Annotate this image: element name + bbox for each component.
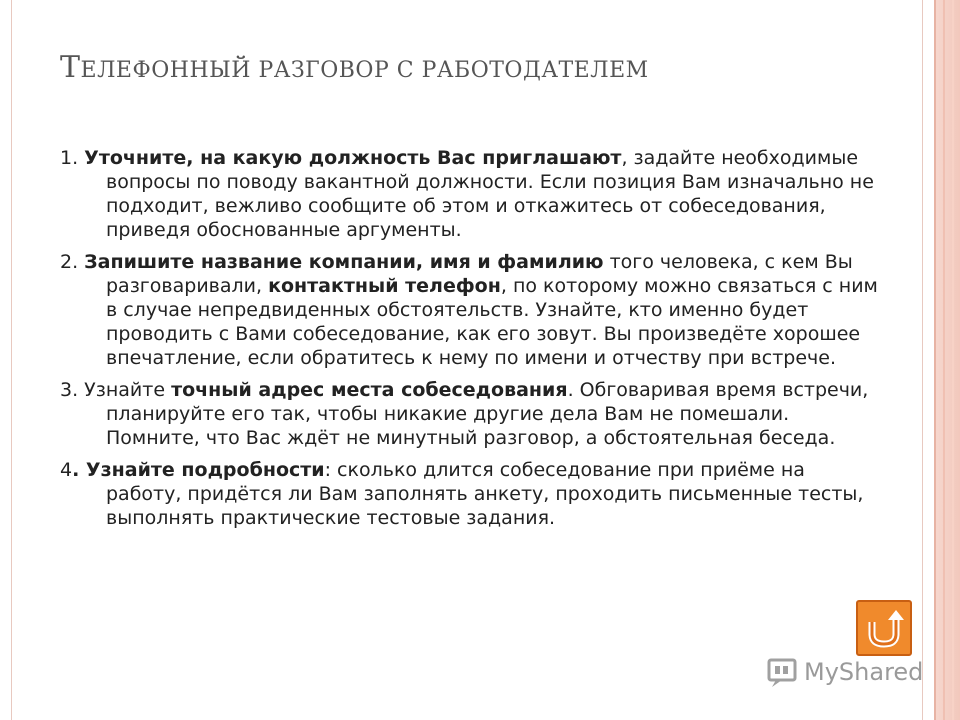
slide-title [60, 48, 900, 88]
item-text: . Обговаривая время встречи, планируйте его так, чтобы никакие другие дела Вам не помешали. Помните, что Вас ждёт не минутный разговор, а обстоятельная беседа. [106, 379, 869, 449]
decorative-side-band [934, 0, 960, 720]
item-number: 3. Узнайте [60, 379, 172, 401]
item-number: 1. [60, 147, 85, 169]
item-bold-text: Уточните, на какую должность Вас приглашают [84, 147, 622, 169]
item-bold-text: точный адрес места собеседования [171, 379, 568, 401]
myshared-watermark [766, 656, 926, 690]
watermark-text: MyShared [804, 658, 924, 686]
item-text: , задайте необходимые вопросы по поводу вакантной должности. Если позиция Вам изначально не подходит, вежливо сообщите об этом и откажитесь от собеседования, приведя обоснованные аргументы. [106, 147, 874, 241]
slide-border-right [922, 0, 923, 720]
list-item [60, 378, 880, 450]
list-item [60, 458, 880, 530]
item-bold-text: контактный телефон [268, 275, 501, 297]
list-item [60, 250, 880, 370]
item-bold-text: Запишите название компании, имя и фамилию [84, 251, 604, 273]
decorative-band-line [943, 0, 945, 720]
item-number: 4 [60, 459, 73, 481]
item-text: , по которому можно связаться с ним в случае непредвиденных обстоятельств. Узнайте, кто именно будет проводить с Вами собеседование, как его зовут. Вы произведёте хорошее впечатление, если обратитесь к нему по имени и отчеству при встрече. [106, 275, 878, 369]
decorative-band-line [952, 0, 954, 720]
title-rest: ЕЛЕФОННЫЙ РАЗГОВОР С РАБОТОДАТЕЛЕМ [80, 58, 649, 83]
myshared-logo-icon [766, 656, 800, 688]
item-number: 2. [60, 251, 85, 273]
item-bold-text: . Узнайте подробности [72, 459, 325, 481]
return-arrow-icon [864, 608, 904, 648]
item-text: : сколько длится собеседование при приёме на работу, придётся ли Вам заполнять анкету, проходить письменные тесты, выполнять практические тестовые задания. [106, 459, 864, 529]
instruction-list [60, 146, 880, 538]
slide-border-left [11, 0, 12, 720]
list-item [60, 146, 880, 242]
title-first-letter: Т [60, 50, 81, 85]
return-button[interactable] [856, 600, 912, 656]
item-text: того человека, с кем Вы разговаривали, [106, 251, 853, 297]
decorative-band-line [934, 0, 936, 720]
